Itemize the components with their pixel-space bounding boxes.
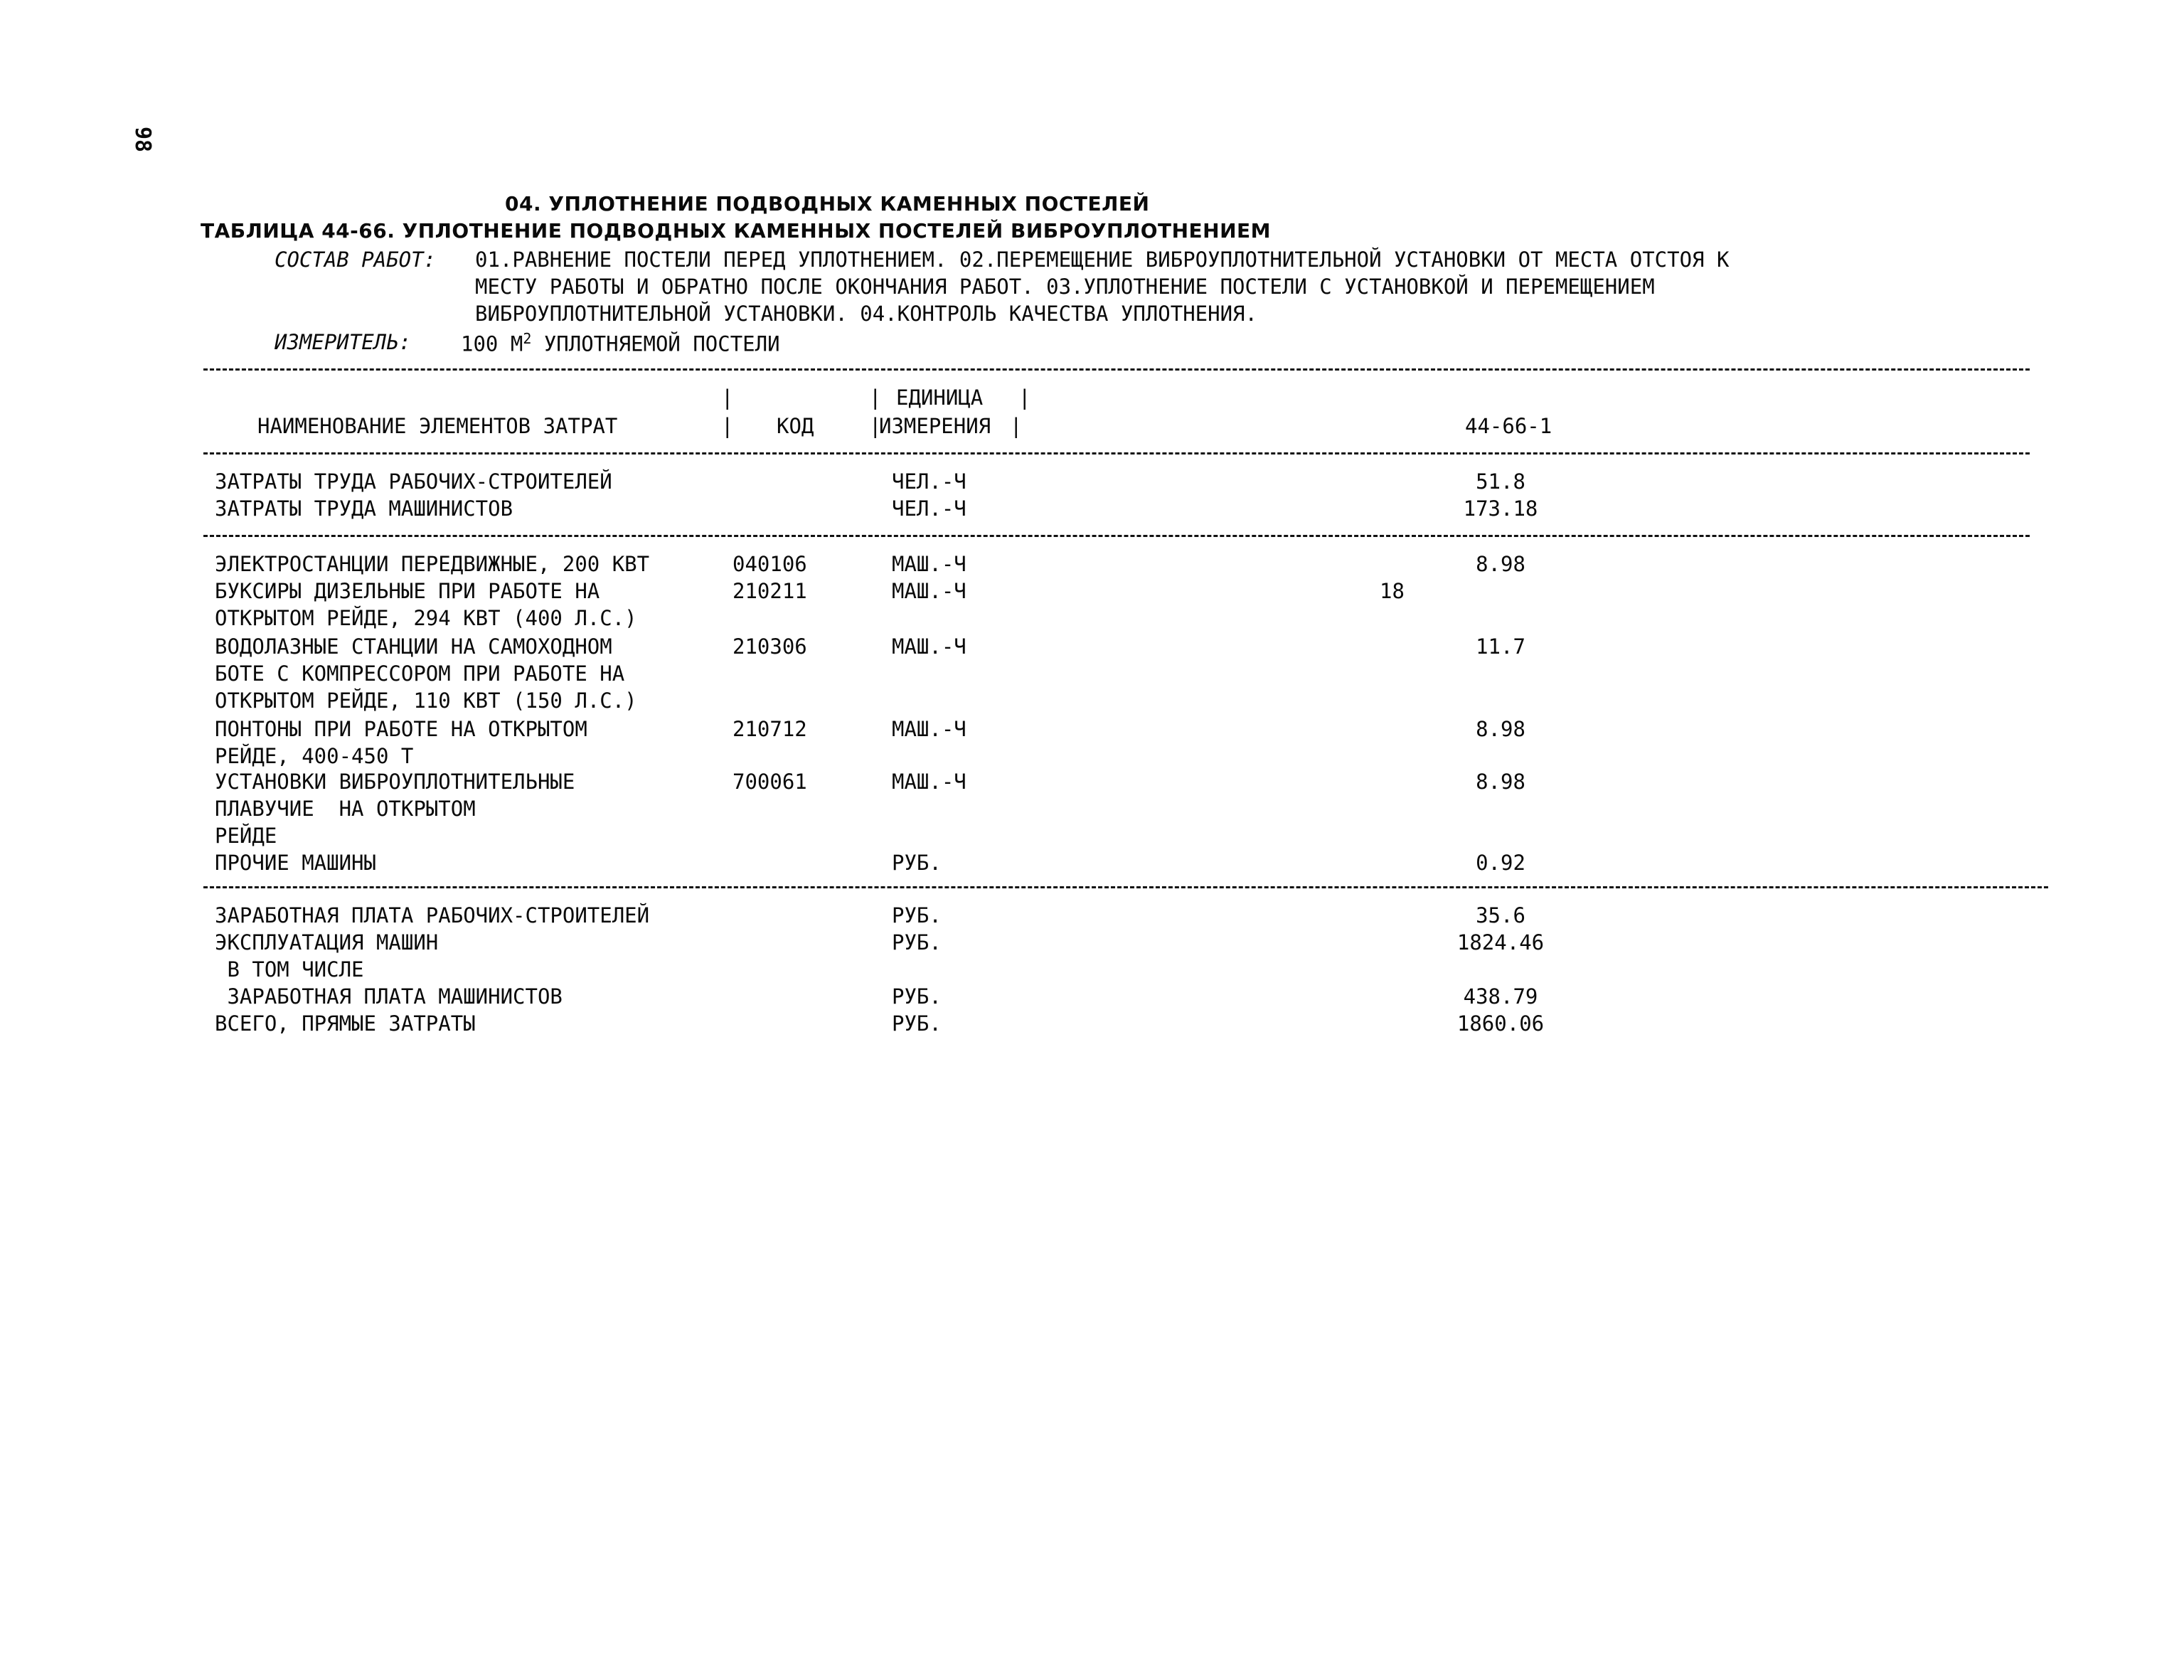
work-composition-line-1: 01.РАВНЕНИЕ ПОСТЕЛИ ПЕРЕД УПЛОТНЕНИЕМ. 02.ПЕРЕМЕЩЕНИЕ ВИБРОУПЛОТНИТЕЛЬНОЙ УСТАНОВКИ ОТ МЕСТА ОТСТОЯ К xyxy=(475,248,1730,272)
table-row-unit: РУБ. xyxy=(892,851,942,875)
table-row-value: 8.98 xyxy=(1476,717,1525,741)
table-row-value: 35.6 xyxy=(1476,903,1525,927)
table-row-unit: МАШ.-Ч xyxy=(892,770,966,794)
table-row-value: 1824.46 xyxy=(1456,930,1545,955)
table-row-code: 210306 xyxy=(733,634,807,659)
header-separator: | xyxy=(1018,386,1031,410)
table-row-name: В ТОМ ЧИСЛЕ xyxy=(215,957,364,982)
table-row-name: РЕЙДЕ xyxy=(215,824,277,848)
table-row-name: ВСЕГО, ПРЯМЫЕ ЗАТРАТЫ xyxy=(215,1011,476,1036)
table-row-value: 11.7 xyxy=(1476,634,1525,659)
table-row-name: ПРОЧИЕ МАШИНЫ xyxy=(215,851,376,875)
table-row-code: 210211 xyxy=(733,579,807,603)
table-row-unit: МАШ.-Ч xyxy=(892,634,966,659)
header-column: 44-66-1 xyxy=(1465,414,1552,438)
header-separator: | xyxy=(869,386,882,410)
header-separator: | xyxy=(869,414,882,438)
table-row-name: БОТЕ С КОМПРЕССОРОМ ПРИ РАБОТЕ НА xyxy=(215,661,625,686)
table-row-unit: МАШ.-Ч xyxy=(892,552,966,576)
table-row-code: 210712 xyxy=(733,717,807,741)
table-row-unit: МАШ.-Ч xyxy=(892,579,966,603)
table-row-value: 0.92 xyxy=(1476,851,1525,875)
table-row-name: ОТКРЫТОМ РЕЙДЕ, 110 КВТ (150 Л.С.) xyxy=(215,689,637,713)
table-row-unit: РУБ. xyxy=(892,984,942,1009)
table-row-name: ЗАРАБОТНАЯ ПЛАТА РАБОЧИХ-СТРОИТЕЛЕЙ xyxy=(215,903,650,927)
table-row-code: 040106 xyxy=(733,552,807,576)
table-row-value: 8.98 xyxy=(1476,552,1525,576)
table-row-name: ПОНТОНЫ ПРИ РАБОТЕ НА ОТКРЫТОМ xyxy=(215,717,587,741)
rule-machines xyxy=(203,886,2048,888)
meter-value-suffix: УПЛОТНЯЕМОЙ ПОСТЕЛИ xyxy=(531,331,780,356)
table-row-unit: РУБ. xyxy=(892,930,942,955)
page-number: 98 xyxy=(130,127,155,153)
table-row-unit: РУБ. xyxy=(892,903,942,927)
rule-labor xyxy=(203,535,2030,537)
meter-value-sup: 2 xyxy=(523,330,532,347)
table-row-name: ПЛАВУЧИЕ НА ОТКРЫТОМ xyxy=(215,797,476,821)
table-row-value: 173.18 xyxy=(1463,496,1538,521)
rule-header xyxy=(203,452,2030,454)
meter-value xyxy=(461,330,780,356)
table-row-unit: РУБ. xyxy=(892,1011,942,1036)
work-composition-line-3: ВИБРОУПЛОТНИТЕЛЬНОЙ УСТАНОВКИ. 04.КОНТРОЛЬ КАЧЕСТВА УПЛОТНЕНИЯ. xyxy=(475,302,1257,326)
header-code: КОД xyxy=(777,414,814,438)
table-row-unit: ЧЕЛ.-Ч xyxy=(892,469,966,494)
table-row-name: ЭЛЕКТРОСТАНЦИИ ПЕРЕДВИЖНЫЕ, 200 КВТ xyxy=(215,552,650,576)
header-separator: | xyxy=(1010,414,1023,438)
meter-value-prefix: 100 М xyxy=(461,331,523,356)
table-title: ТАБЛИЦА 44-66. УПЛОТНЕНИЕ ПОДВОДНЫХ КАМЕННЫХ ПОСТЕЛЕЙ ВИБРОУПЛОТНЕНИЕМ xyxy=(201,219,1272,243)
meter-label: ИЗМЕРИТЕЛЬ: xyxy=(275,330,412,354)
table-row-value: 1860.06 xyxy=(1456,1011,1545,1036)
table-row-name: ЗАТРАТЫ ТРУДА МАШИНИСТОВ xyxy=(215,496,513,521)
table-row-name: БУКСИРЫ ДИЗЕЛЬНЫЕ ПРИ РАБОТЕ НА xyxy=(215,579,600,603)
work-composition-label: СОСТАВ РАБОТ: xyxy=(275,248,436,272)
work-composition-line-2: МЕСТУ РАБОТЫ И ОБРАТНО ПОСЛЕ ОКОНЧАНИЯ РАБОТ. 03.УПЛОТНЕНИЕ ПОСТЕЛИ С УСТАНОВКОЙ И ПЕРЕМЕЩЕНИЕМ xyxy=(475,275,1655,299)
table-row-unit: МАШ.-Ч xyxy=(892,717,966,741)
table-row-value: 18 xyxy=(1380,579,1405,603)
header-separator: | xyxy=(721,414,734,438)
table-row-value: 438.79 xyxy=(1463,984,1538,1009)
section-title: 04. УПЛОТНЕНИЕ ПОДВОДНЫХ КАМЕННЫХ ПОСТЕЛЕЙ xyxy=(505,192,1150,216)
rule-top xyxy=(203,368,2030,371)
table-row-name: РЕЙДЕ, 400-450 Т xyxy=(215,744,414,768)
table-row-name: ЗАРАБОТНАЯ ПЛАТА МАШИНИСТОВ xyxy=(215,984,563,1009)
table-row-name: ОТКРЫТОМ РЕЙДЕ, 294 КВТ (400 Л.С.) xyxy=(215,606,637,630)
table-row-name: ВОДОЛАЗНЫЕ СТАНЦИИ НА САМОХОДНОМ xyxy=(215,634,612,659)
table-row-code: 700061 xyxy=(733,770,807,794)
header-unit-line-2: ИЗМЕРЕНИЯ xyxy=(879,414,991,438)
table-row-name: ЭКСПЛУАТАЦИЯ МАШИН xyxy=(215,930,439,955)
table-row-unit: ЧЕЛ.-Ч xyxy=(892,496,966,521)
header-name: НАИМЕНОВАНИЕ ЭЛЕМЕНТОВ ЗАТРАТ xyxy=(257,414,618,438)
table-row-name: УСТАНОВКИ ВИБРОУПЛОТНИТЕЛЬНЫЕ xyxy=(215,770,575,794)
header-separator: | xyxy=(721,386,734,410)
header-unit-line-1: ЕДИНИЦА xyxy=(896,386,984,410)
table-row-name: ЗАТРАТЫ ТРУДА РАБОЧИХ-СТРОИТЕЛЕЙ xyxy=(215,469,612,494)
table-row-value: 8.98 xyxy=(1476,770,1525,794)
table-row-value: 51.8 xyxy=(1476,469,1525,494)
